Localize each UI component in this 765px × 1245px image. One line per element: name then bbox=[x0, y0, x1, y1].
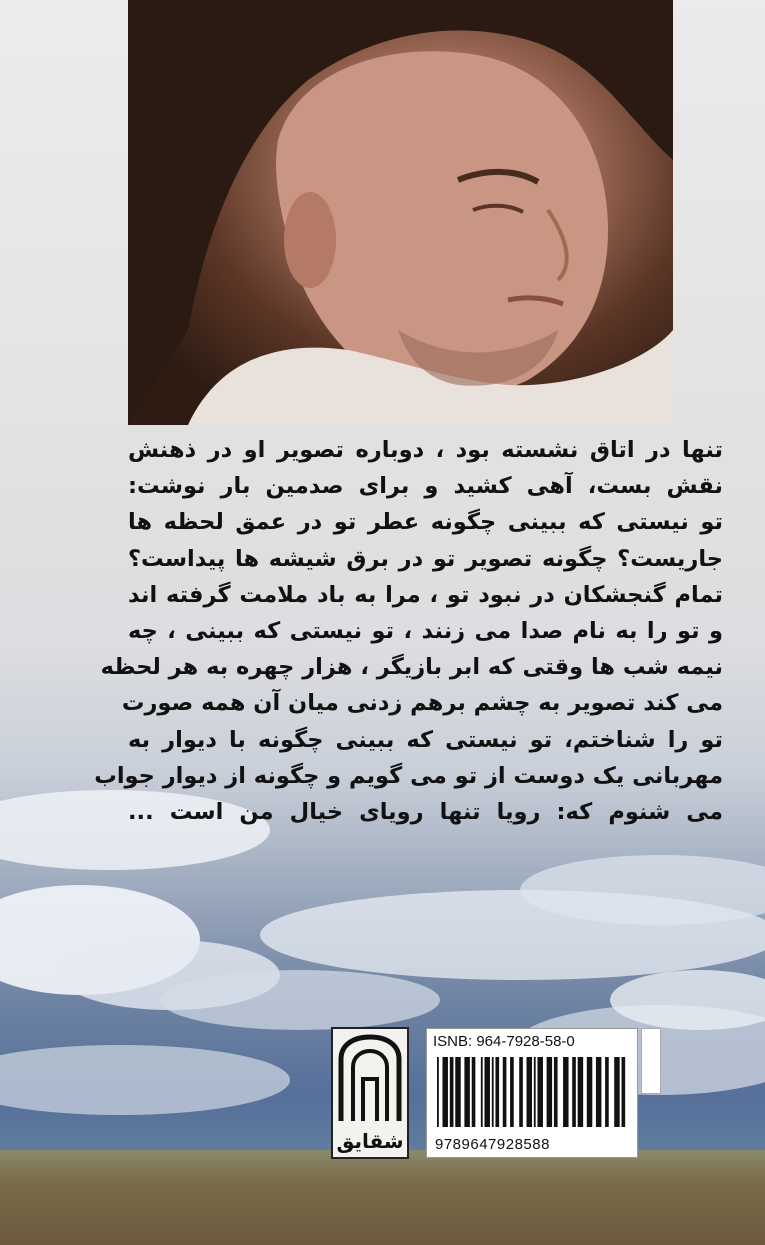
barcode-bar bbox=[554, 1057, 558, 1127]
barcode-bar bbox=[572, 1057, 576, 1127]
blurb-line: جاریست؟ چگونه تصویر تو در برق شیشه ها پیداست؟ bbox=[128, 545, 723, 572]
back-cover-blurb bbox=[94, 432, 723, 830]
barcode-bar bbox=[495, 1057, 499, 1127]
barcode-bar bbox=[485, 1057, 490, 1127]
blurb-line: و تو را به نام صدا می زنند ، تو نیستی که ببینی ، چه bbox=[128, 618, 723, 645]
barcode-bar bbox=[605, 1057, 609, 1127]
barcode-bars bbox=[437, 1057, 627, 1127]
blurb-line: تنها در اتاق نشسته بود ، دوباره تصویر او در ذهنش bbox=[128, 437, 723, 463]
blurb-line: می شنوم که: رویا تنها رویای خیال من است ... bbox=[128, 799, 723, 826]
barcode-bar bbox=[534, 1057, 536, 1127]
author-portrait bbox=[128, 0, 673, 425]
barcode-bar bbox=[578, 1057, 583, 1127]
isbn-label: ISNB: 964-7928-58-0 bbox=[433, 1033, 575, 1050]
barcode-bar bbox=[614, 1057, 619, 1127]
blurb-line: تمام گنجشکان در نبود تو ، مرا به باد ملامت گرفته اند bbox=[128, 581, 723, 608]
barcode-bar bbox=[455, 1057, 460, 1127]
barcode-bar bbox=[492, 1057, 494, 1127]
ean-number: 9789647928588 bbox=[435, 1136, 550, 1153]
barcode-bar bbox=[437, 1057, 439, 1127]
barcode-bar bbox=[563, 1057, 568, 1127]
publisher-logo-text: شقایق bbox=[336, 1129, 404, 1153]
paper-margin-right bbox=[673, 0, 765, 430]
barcode-bar bbox=[503, 1057, 507, 1127]
blurb-line: نیمه شب ها وقتی که ابر بازیگر ، هزار چهره به هر لحظه bbox=[100, 654, 723, 681]
barcode-bar bbox=[547, 1057, 552, 1127]
barcode-bar bbox=[622, 1057, 626, 1127]
landscape-ground bbox=[0, 1150, 765, 1245]
barcode-bar bbox=[587, 1057, 592, 1127]
price-sticker bbox=[641, 1028, 661, 1094]
barcode-bar bbox=[596, 1057, 601, 1127]
barcode-bar bbox=[472, 1057, 476, 1127]
barcode-bar bbox=[519, 1057, 523, 1127]
paper-margin-left bbox=[0, 0, 128, 430]
barcode-bar bbox=[450, 1057, 454, 1127]
blurb-line: تو را شناختم، تو نیستی که ببینی چگونه با دیوار به bbox=[128, 726, 723, 753]
barcode-bar bbox=[537, 1057, 542, 1127]
barcode-bar bbox=[481, 1057, 483, 1127]
blurb-line: تو نیستی که ببینی چگونه عطر تو در عمق لحظه ها bbox=[128, 509, 723, 536]
blurb-line: مهربانی یک دوست از تو می گویم و چگونه از دیوار جواب bbox=[94, 762, 723, 789]
barcode-label bbox=[426, 1028, 638, 1158]
barcode-bar bbox=[527, 1057, 532, 1127]
blurb-line: می کند تصویر به چشم برهم زدنی میان آن همه صورت bbox=[121, 690, 723, 717]
blurb-line: نقش بست، آهی کشید و برای صدمین بار نوشت: bbox=[128, 473, 723, 500]
barcode-bar bbox=[442, 1057, 447, 1127]
barcode-bar bbox=[464, 1057, 469, 1127]
publisher-logo-mark bbox=[333, 1029, 407, 1129]
barcode-bar bbox=[510, 1057, 514, 1127]
author-portrait-drawing bbox=[128, 0, 673, 425]
publisher-logo bbox=[331, 1027, 409, 1159]
